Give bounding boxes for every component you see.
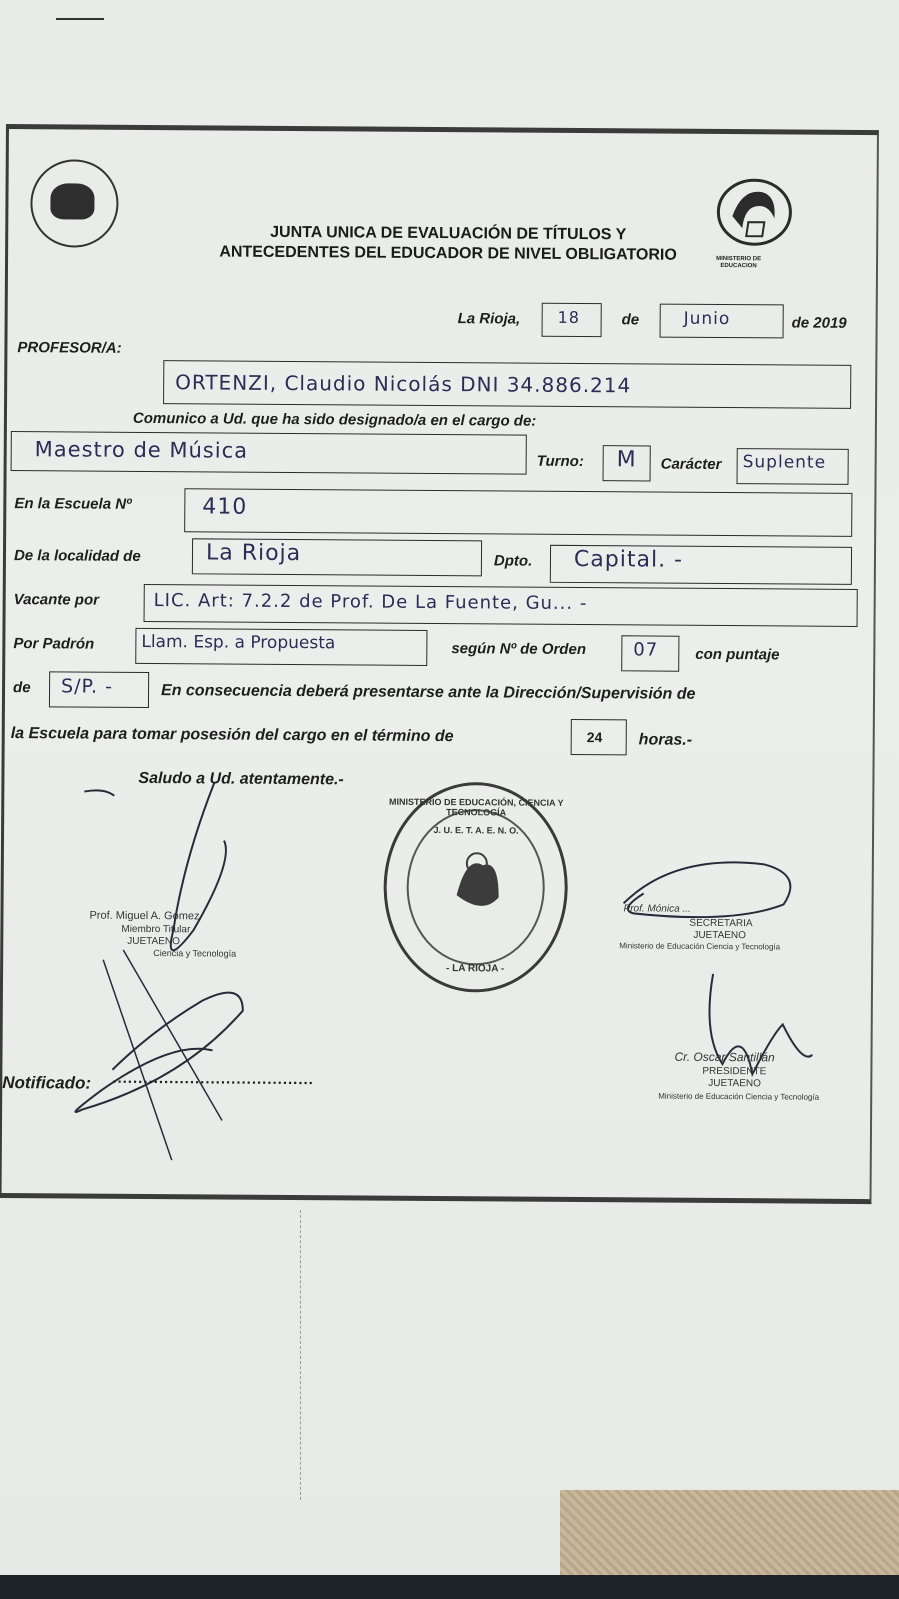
notificado-label: Notificado: (2, 1072, 92, 1093)
date-de-label: de (621, 311, 640, 329)
pen-mark (56, 18, 104, 20)
turno-label: Turno: (536, 452, 584, 471)
right1-signer-ministry: Ministerio de Educación Ciencia y Tecnología (619, 941, 781, 952)
bottom-edge (0, 1575, 899, 1599)
plazo-text: la Escuela para tomar posesión del cargo en el término de (10, 725, 454, 746)
right2-signer-ministry: Ministerio de Educación Ciencia y Tecnología (658, 1091, 820, 1102)
date-day-value: 18 (557, 307, 581, 328)
hours-value: 24 (586, 729, 603, 746)
localidad-value: La Rioja (205, 540, 302, 567)
vacante-label: Vacante por (13, 591, 100, 609)
hours-label: horas.- (638, 731, 693, 749)
fold-line (300, 1210, 302, 1500)
left-signature-scribble (61, 779, 284, 1201)
left-signer-dept: Ciencia y Tecnología (153, 948, 237, 959)
form-title: JUNTA UNICA DE EVALUACIÓN DE TÍTULOS Y ANTECEDENTES DEL EDUCADOR DE NIVEL OBLIGATORIO (219, 223, 677, 264)
junta-seal-logo (30, 159, 119, 248)
vacante-value: LIC. Art: 7.2.2 de Prof. De La Fuente, Gu... - (153, 590, 588, 615)
left-signer-org: JUETAENO (127, 935, 180, 948)
floor-texture (560, 1490, 899, 1575)
left-signer-name: Prof. Miguel A. Gomez (89, 909, 200, 923)
caracter-value: Suplente (742, 452, 827, 473)
dpto-value: Capital. - (573, 546, 684, 573)
right1-signer-org: JUETAENO (693, 929, 746, 942)
dpto-label: Dpto. (493, 552, 533, 570)
cargo-value: Maestro de Música (34, 437, 249, 463)
orden-value: 07 (633, 639, 659, 661)
left-signer-role: Miembro Titular (121, 923, 191, 936)
profesor-name-value: ORTENZI, Claudio Nicolás DNI 34.886.214 (175, 370, 632, 398)
escuela-label: En la Escuela Nº (14, 495, 132, 513)
puntaje-de-label: de (13, 679, 31, 697)
escuela-value: 410 (202, 494, 248, 520)
escuela-box (184, 488, 852, 537)
caracter-label: Carácter (660, 455, 722, 474)
date-year-label: de 2019 (791, 314, 847, 332)
notificado-dots: ....................................... (112, 1069, 314, 1089)
orden-label: según Nº de Orden (451, 640, 587, 659)
stamp-outer-text: MINISTERIO DE EDUCACIÓN, CIENCIA Y TECNOLOGÍA (388, 796, 564, 818)
stamp-bottom-text: - LA RIOJA - (445, 963, 505, 975)
padron-value: Llam. Esp. a Propuesta (141, 631, 336, 654)
ministry-round-stamp (383, 782, 568, 993)
right2-signer-role: PRESIDENTE (702, 1065, 767, 1078)
consecuencia-text: En consecuencia deberá presentarse ante la Dirección/Supervisión de (160, 682, 696, 703)
stamp-inner-text: J. U. E. T. A. E. N. O. (433, 825, 519, 836)
right2-signer-org: JUETAENO (708, 1077, 761, 1090)
localidad-label: De la localidad de (13, 547, 141, 565)
date-month-value: Junio (683, 308, 731, 330)
right1-signer-name: Prof. Mónica ... (623, 903, 691, 915)
right-signatures-scribble (612, 843, 814, 1134)
turno-value: M (616, 447, 637, 473)
profesor-label: PROFESOR/A: (17, 339, 122, 357)
right2-signer-name: Cr. Oscar Santillán (674, 1049, 775, 1065)
padron-label: Por Padrón (13, 635, 95, 653)
puntaje-value: S/P. - (60, 675, 114, 698)
saludo-text: Saludo a Ud. atentamente.- (138, 769, 344, 789)
right1-signer-role: SECRETARIA (689, 917, 753, 930)
cargo-intro: Comunico a Ud. que ha sido designado/a en el cargo de: (132, 409, 537, 430)
puntaje-label: con puntaje (695, 645, 780, 664)
date-place-label: La Rioja, (457, 310, 521, 328)
ministry-caption: MINISTERIO DE EDUCACION (716, 255, 762, 270)
designation-form (0, 124, 879, 1204)
